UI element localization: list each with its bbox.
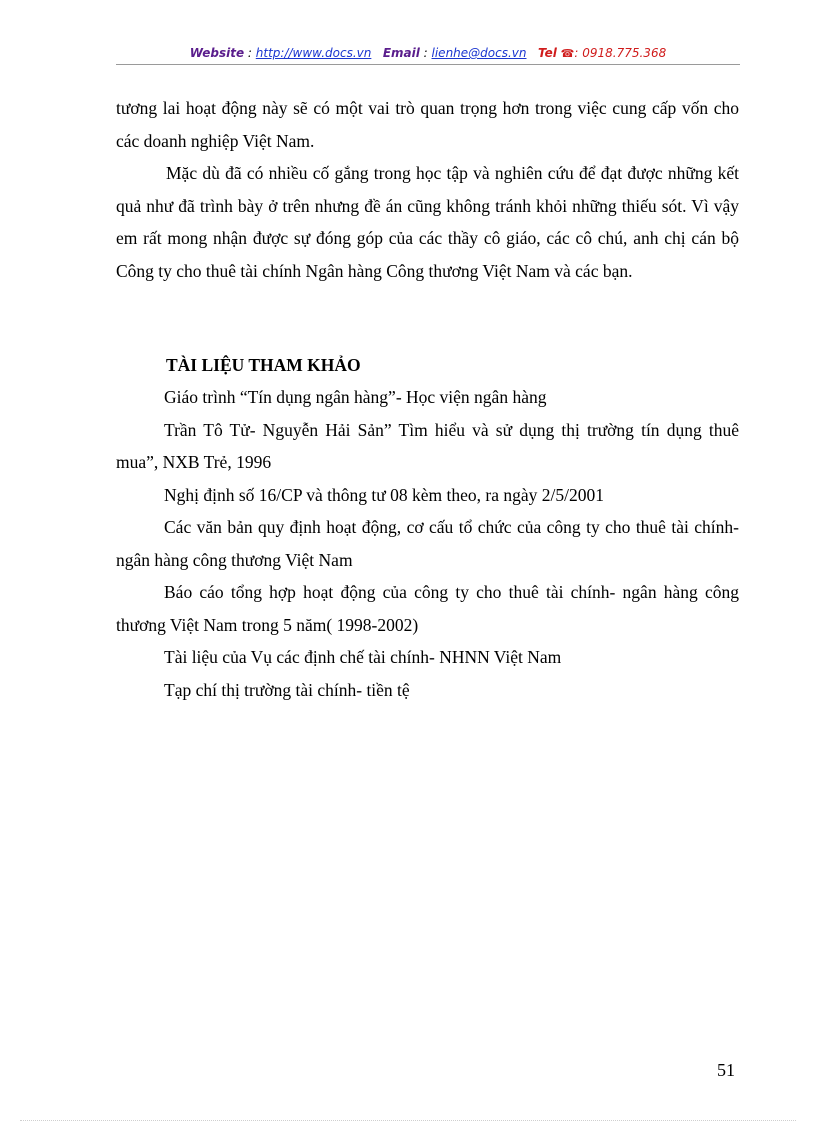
reference-item: Báo cáo tổng hợp hoạt động của công ty cho thuê tài chính- ngân hàng công thương Việt Nam trong 5 năm( 1998-2002) <box>116 582 739 635</box>
website-link[interactable]: http://www.docs.vn <box>255 46 372 60</box>
document-body <box>116 92 739 706</box>
tel-number: : 0918.775.368 <box>574 46 667 60</box>
references-title: TÀI LIỆU THAM KHẢO <box>166 355 361 375</box>
reference-item: Tạp chí thị trường tài chính- tiền tệ <box>164 679 410 700</box>
reference-item: Các văn bản quy định hoạt động, cơ cấu tổ chức của công ty cho thuê tài chính- ngân hàng công thương Việt Nam <box>116 517 739 570</box>
tel-label: Tel <box>537 46 557 60</box>
paragraph-continuation: tương lai hoạt động này sẽ có một vai trò quan trọng hơn trong việc cung cấp vốn cho các doanh nghiệp Việt Nam. <box>116 98 739 151</box>
reference-item: Trần Tô Tử- Nguyễn Hải Sản” Tìm hiểu và sử dụng thị trường tín dụng thuê mua”, NXB Trẻ, 1996 <box>116 419 739 472</box>
page-header <box>116 44 740 65</box>
page-bottom-border <box>20 1120 796 1121</box>
page-number: 51 <box>717 1060 735 1080</box>
section-spacer <box>116 287 739 349</box>
reference-item: Giáo trình “Tín dụng ngân hàng”- Học viện ngân hàng <box>164 387 547 407</box>
email-label: Email <box>382 46 420 60</box>
paragraph-closing: Mặc dù đã có nhiều cố gắng trong học tập và nghiên cứu để đạt được những kết quả như đã trình bày ở trên nhưng đề án cũng không tránh khỏi những thiếu sót. Vì vậy em rất mong nhận được sự đóng góp của các thầy cô giáo, các cô chú, anh chị cán bộ Công ty cho thuê tài chính Ngân hàng Công thương Việt Nam và các bạn. <box>116 163 739 281</box>
reference-item: Tài liệu của Vụ các định chế tài chính- NHNN Việt Nam <box>164 647 562 667</box>
email-separator: : <box>419 46 432 60</box>
phone-icon: ☎ <box>560 47 575 60</box>
email-link[interactable]: lienhe@docs.vn <box>431 46 527 60</box>
reference-item: Nghị định số 16/CP và thông tư 08 kèm theo, ra ngày 2/5/2001 <box>164 484 604 505</box>
website-separator: : <box>244 46 256 60</box>
website-label: Website <box>189 46 245 60</box>
